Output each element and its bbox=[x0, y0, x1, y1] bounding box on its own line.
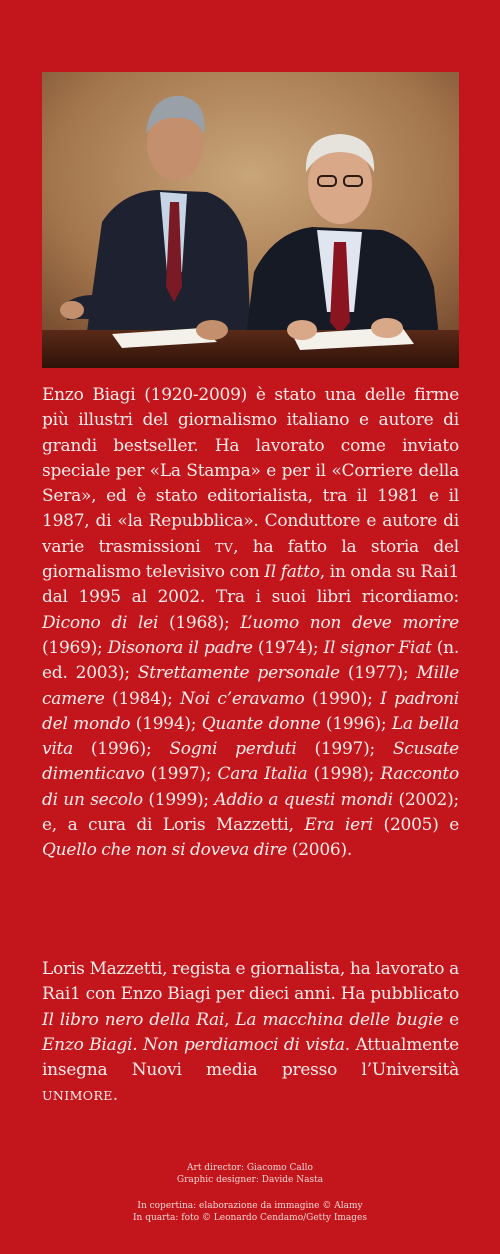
author-photo bbox=[42, 72, 459, 368]
book-title: Enzo Biagi. Non perdiamoci di vista bbox=[42, 1034, 345, 1055]
cover-image-credit: In copertina: elaborazione da immagine © Alamy bbox=[137, 1201, 363, 1211]
book-title: L’uomo non deve morire bbox=[240, 612, 459, 633]
book-title: Scusate dimenticavo bbox=[42, 739, 459, 785]
book-title: Quante donne bbox=[201, 713, 321, 734]
book-title: Il signor Fiat bbox=[323, 637, 432, 658]
back-image-credit: In quarta: foto © Leonardo Cendamo/Getty Images bbox=[132, 1213, 368, 1223]
biagi-biography-text: Enzo Biagi (1920-2009) è stato una delle firme più illustri del giornalismo italiano e autore di grandi bestseller. Ha lavorato come inviato speciale per «La Stampa» e per il «Corriere della Sera», ed è stato editorialista, tra il 1981 e il 1987, di «la Repubblica». Conduttore e autore di varie trasmissioni TV, ha fatto la storia del giornalismo televisivo con Il fatto, in onda su Rai1 dal 1995 al 2002. Tra i suoi libri ricordiamo: Dicono di lei (1968); L’uomo non deve morire (1969); Disonora il padre (1974); Il signor Fiat (n. ed. 2003); Strettamente personale (1977); Mille camere (1984); Noi c’eravamo (1990); I padroni del mondo (1994); Quante donne (1996); La bella vita (1996); Sogni perduti (1997); Scusate dimenticavo (1997); Cara Italia (1998); Racconto di un secolo (1999); Addio a questi mondi (2002); e, a cura di Loris Mazzetti, Era ieri (2005) e Quello che non si doveva dire (2006). bbox=[42, 385, 459, 861]
book-title: Sogni perduti bbox=[169, 739, 297, 760]
book-title: Racconto di un secolo bbox=[42, 764, 459, 810]
author-photo-image bbox=[42, 72, 459, 368]
book-title: Il libro nero della Rai bbox=[42, 1009, 225, 1030]
biagi-biography bbox=[42, 383, 459, 864]
book-title: Dicono di lei bbox=[42, 612, 159, 633]
book-title: Noi c’eravamo bbox=[180, 688, 305, 709]
book-title: La bella vita bbox=[42, 713, 459, 760]
book-title: Cara Italia bbox=[217, 764, 308, 785]
book-title: Addio a questi mondi bbox=[214, 789, 393, 810]
graphic-designer-credit: Graphic designer: Davide Nasta bbox=[176, 1175, 324, 1185]
book-title: Quello che non si doveva dire bbox=[42, 840, 288, 861]
book-title: Il fatto bbox=[264, 562, 320, 583]
book-title: Strettamente personale bbox=[137, 663, 340, 684]
book-title: Era ieri bbox=[304, 815, 373, 836]
image-credits bbox=[0, 1200, 500, 1224]
design-credits bbox=[0, 1162, 500, 1186]
mazzetti-biography-text: Loris Mazzetti, regista e giornalista, ha lavorato a Rai1 con Enzo Biagi per dieci anni. Ha pubblicato Il libro nero della Rai, La macchina delle bugie e Enzo Biagi. Non perdiamoci di vista. Attualmente insegna Nuovi media presso l’Università UNIMORE. bbox=[42, 959, 459, 1106]
book-title: La macchina delle bugie bbox=[235, 1009, 444, 1030]
book-title: I padroni del mondo bbox=[42, 688, 459, 734]
book-title: Disonora il padre bbox=[107, 637, 253, 658]
book-title: Mille camere bbox=[42, 663, 459, 709]
mazzetti-biography bbox=[42, 957, 459, 1109]
art-director-credit: Art director: Giacomo Callo bbox=[187, 1163, 313, 1173]
